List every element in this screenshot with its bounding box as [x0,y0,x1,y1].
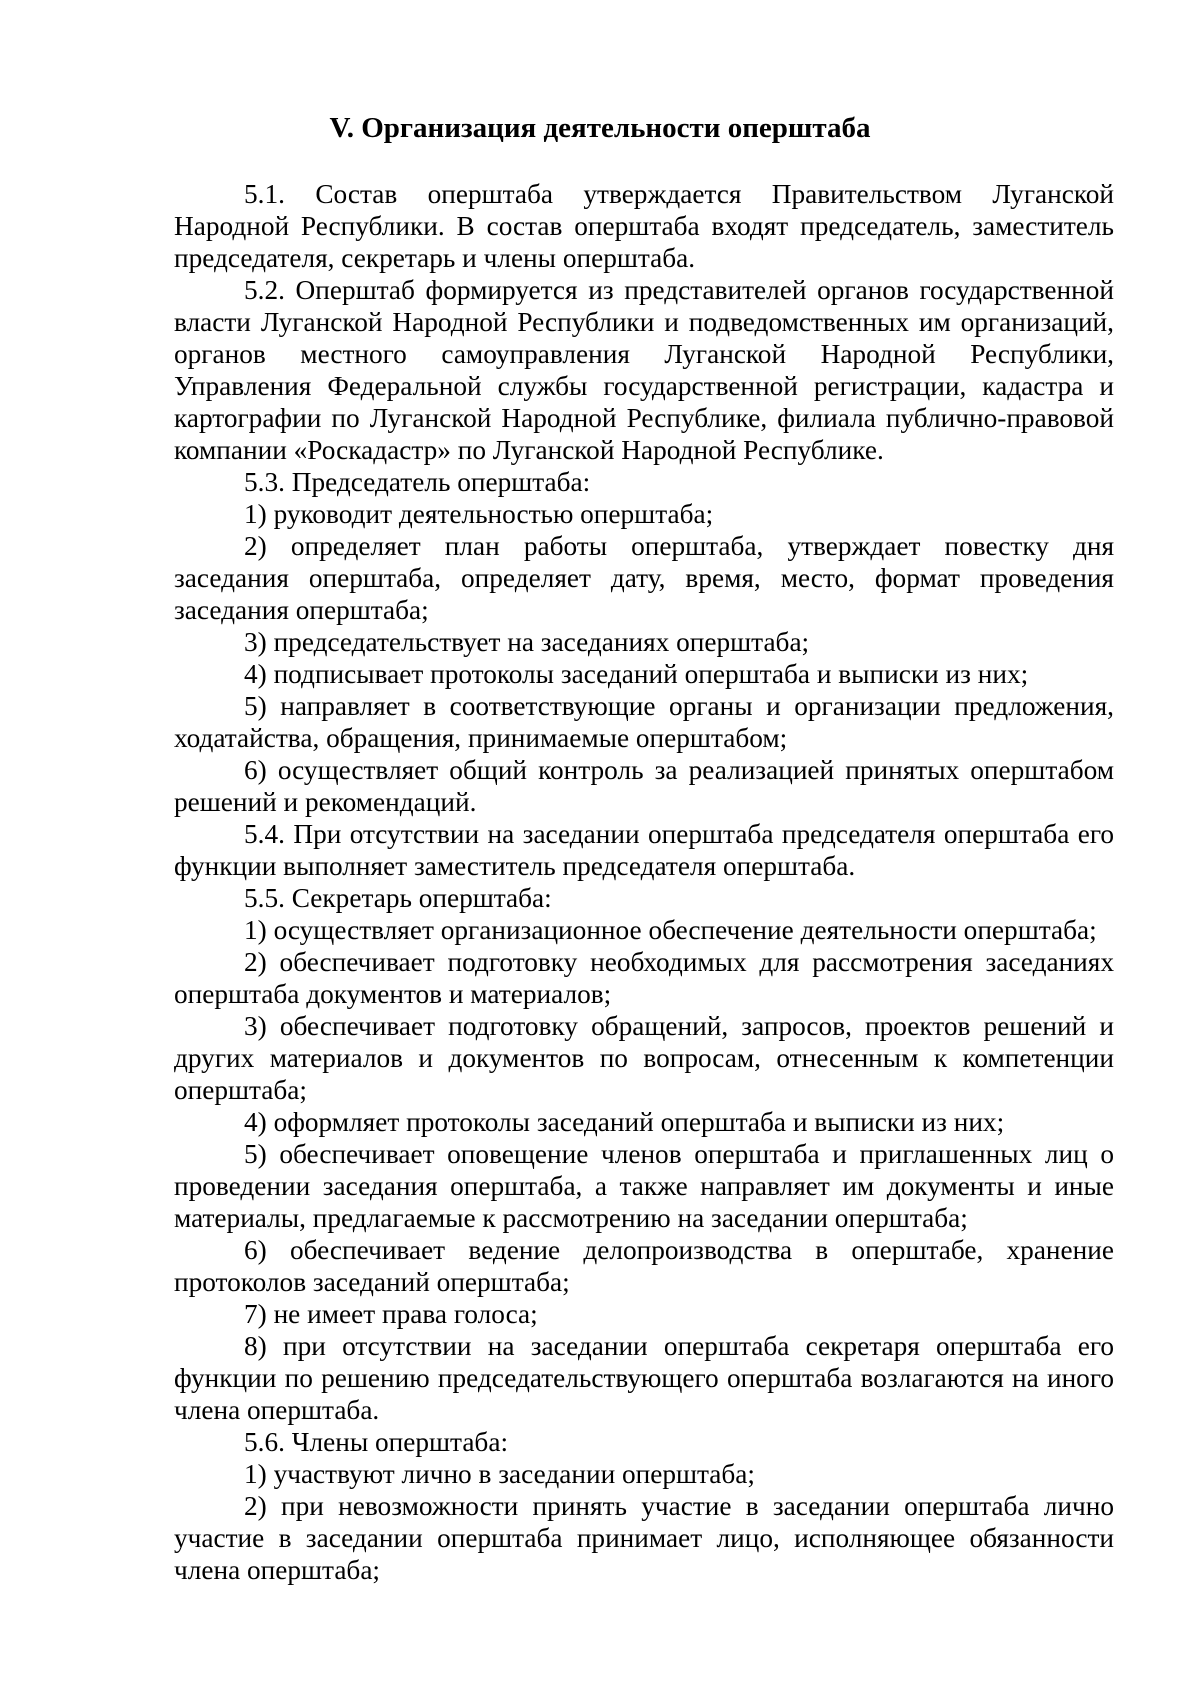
paragraph: 1) осуществляет организационное обеспечение деятельности оперштаба; [244,915,1097,945]
paragraph: 3) председательствует на заседаниях оперштаба; [244,627,810,657]
section-heading: V. Организация деятельности оперштаба [329,112,871,144]
paragraph: 6) обеспечивает ведение делопроизводства в оперштабе, хранение протоколов заседаний оперштаба; [174,1235,1114,1297]
document-body [174,178,1114,1586]
paragraph: 4) оформляет протоколы заседаний оперштаба и выписки из них; [244,1107,1005,1137]
paragraph: 5) обеспечивает оповещение членов оперштаба и приглашенных лиц о проведении заседания оперштаба, а также направляет им документы и иные материалы, предлагаемые к рассмотрению на заседании оперштаба; [174,1139,1114,1233]
paragraph: 5.6. Члены оперштаба: [244,1427,509,1457]
paragraph: 1) участвуют лично в заседании оперштаба; [244,1459,756,1489]
paragraph: 5.2. Оперштаб формируется из представителей органов государственной власти Луганской Народной Республики и подведомственных им организаций, органов местного самоуправления Луганской Народной Республики, Управления Федеральной службы государственной регистрации, кадастра и картографии по Луганской Народной Республике, филиала публично-правовой компании «Роскадастр» по Луганской Народной Республике. [174,275,1114,465]
paragraph: 1) руководит деятельностью оперштаба; [244,499,714,529]
paragraph: 5) направляет в соответствующие органы и организации предложения, ходатайства, обращения, принимаемые оперштабом; [174,691,1114,753]
paragraph: 7) не имеет права голоса; [244,1299,538,1329]
paragraph: 4) подписывает протоколы заседаний оперштаба и выписки из них; [244,659,1029,689]
paragraph: 3) обеспечивает подготовку обращений, запросов, проектов решений и других материалов и документов по вопросам, отнесенным к компетенции оперштаба; [174,1011,1114,1105]
paragraph: 5.4. При отсутствии на заседании оперштаба председателя оперштаба его функции выполняет заместитель председателя оперштаба. [174,819,1114,881]
paragraph: 6) осуществляет общий контроль за реализацией принятых оперштабом решений и рекомендаций. [174,755,1114,817]
paragraph: 5.3. Председатель оперштаба: [244,467,591,497]
paragraph: 2) определяет план работы оперштаба, утверждает повестку дня заседания оперштаба, определяет дату, время, место, формат проведения заседания оперштаба; [174,531,1114,625]
paragraph: 5.5. Секретарь оперштаба: [244,883,552,913]
paragraph: 2) при невозможности принять участие в заседании оперштаба лично участие в заседании оперштаба принимает лицо, исполняющее обязанности члена оперштаба; [174,1491,1114,1585]
paragraph: 8) при отсутствии на заседании оперштаба секретаря оперштаба его функции по решению председательствующего оперштаба возлагаются на иного члена оперштаба. [174,1331,1114,1425]
paragraph: 5.1. Состав оперштаба утверждается Правительством Луганской Народной Республики. В состав оперштаба входят председатель, заместитель председателя, секретарь и члены оперштаба. [174,179,1114,273]
paragraph: 2) обеспечивает подготовку необходимых для рассмотрения заседаниях оперштаба документов и материалов; [174,947,1114,1009]
